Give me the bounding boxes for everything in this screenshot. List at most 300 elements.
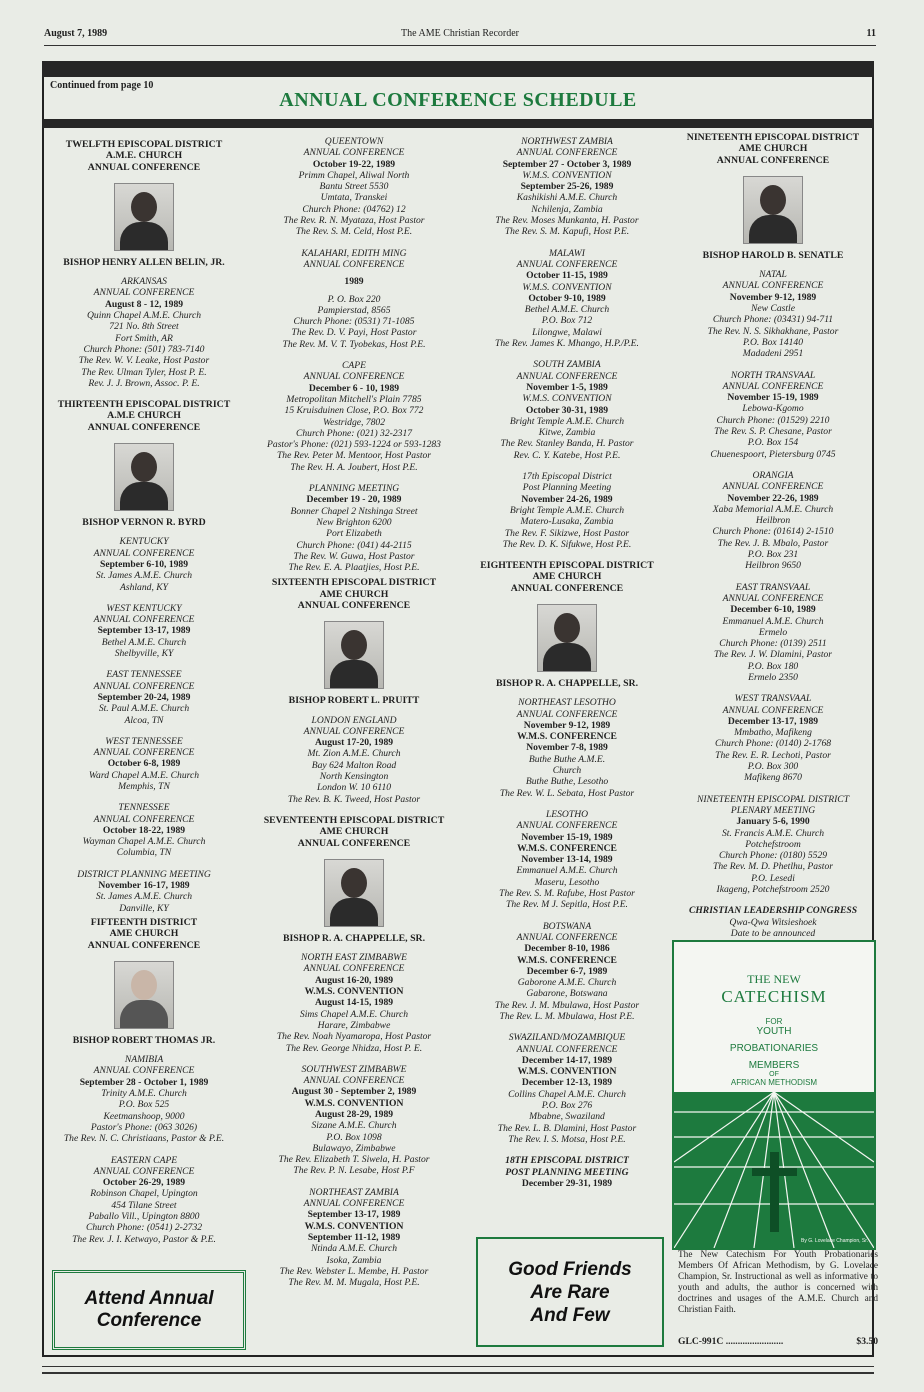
conf-line: Church Phone: (021) 32-2317 — [295, 427, 413, 439]
conf-line: Pastor's Phone: (021) 593-1224 or 593-1283 — [267, 439, 441, 451]
conf-line: LESOTHO — [545, 808, 589, 820]
good-friends-box — [476, 1237, 664, 1347]
conf-line: The Rev. W. V. Leake, Host Pastor — [78, 355, 210, 367]
conf-date: December 19 - 20, 1989 — [306, 494, 402, 506]
conf-line: Church Phone: (0139) 2511 — [719, 638, 827, 650]
conf-line: Bonner Chapel 2 Ntshinga Street — [290, 505, 418, 517]
conf-date: December 29-31, 1989 — [521, 1177, 613, 1189]
conf-line: Westridge, 7802 — [322, 416, 385, 428]
conf-line: P.O. Box 154 — [747, 437, 799, 449]
conf-line: Alcoa, TN — [124, 714, 164, 726]
conf-line: ANNUAL CONFERENCE — [722, 704, 824, 716]
conf-date: August 8 - 12, 1989 — [104, 298, 184, 310]
bishop-name: BISHOP R. A. CHAPPELLE, SR. — [495, 677, 639, 689]
column-2 — [252, 136, 456, 1298]
conf-line: WEST KENTUCKY — [106, 602, 182, 614]
bishop-name: BISHOP VERNON R. BYRD — [82, 517, 206, 529]
conf-line: ANNUAL CONFERENCE — [93, 1165, 195, 1177]
conference-block — [46, 736, 242, 792]
bishop-name: BISHOP ROBERT L. PRUITT — [288, 695, 420, 707]
district-line: A.M.E CHURCH — [107, 410, 181, 422]
conf-line: Heilbron 9650 — [745, 560, 801, 572]
conf-date: November 15-19, 1989 — [727, 392, 819, 404]
district-line: ANNUAL CONFERENCE — [716, 154, 830, 166]
attend-line: Conference — [96, 1310, 202, 1331]
conf-line: Buthe Buthe, Lesotho — [525, 776, 609, 788]
conf-line: The Rev. S. M. Kapufi, Host P.E. — [504, 226, 630, 238]
conf-line: The Rev. W. Guwa, Host Pastor — [293, 550, 415, 562]
conf-line: Metropolitan Mitchell's Plain 7785 — [286, 393, 422, 405]
conference-block — [46, 536, 242, 592]
district-line: THIRTEENTH EPISCOPAL DISTRICT — [57, 399, 231, 411]
conf-line: TENNESSEE — [118, 802, 170, 814]
conf-line: W.M.S. CONFERENCE — [517, 954, 617, 966]
conf-line: The Rev. Noah Nyamaropa, Host Pastor — [276, 1031, 432, 1043]
conf-line: Collins Chapel A.M.E. Church — [508, 1088, 626, 1100]
conf-line: The Rev. B. K. Tweed, Host Pastor — [287, 793, 421, 805]
conf-line: ANNUAL CONFERENCE — [516, 931, 618, 943]
conf-date: 1989 — [344, 276, 364, 288]
conf-line: Matero-Lusaka, Zambia — [520, 516, 614, 528]
conf-date: December 14-17, 1989 — [521, 1054, 613, 1066]
district-line: ANNUAL CONFERENCE — [87, 421, 201, 433]
conf-line: Emmanuel A.M.E. Church — [722, 615, 824, 627]
conf-line: P.O. Box 525 — [118, 1099, 170, 1111]
conf-line: The Rev. Moses Munkanta, H. Pastor — [495, 215, 639, 227]
conf-line: ANNUAL CONFERENCE — [722, 592, 824, 604]
conference-block — [468, 359, 666, 461]
conf-line: Fort Smith, AR — [115, 332, 173, 344]
conf-date: November 22-26, 1989 — [727, 492, 819, 504]
conf-line: Paballo Vill., Upington 8800 — [88, 1211, 200, 1222]
conf-line: The Rev. S. M. Celd, Host P.E. — [295, 226, 413, 238]
conf-date: August 28-29, 1989 — [314, 1109, 394, 1120]
conf-line: NAMIBIA — [124, 1054, 164, 1066]
conf-line: Xaba Memorial A.M.E. Church — [712, 503, 834, 515]
conf-line: Date to be announced — [730, 927, 816, 939]
conf-line: St. James A.M.E. Church — [95, 570, 193, 582]
conf-line: SOUTHWEST ZIMBABWE — [301, 1063, 407, 1075]
conf-date: September 13-17, 1989 — [97, 625, 191, 637]
conf-line: P.O. Box 180 — [747, 660, 799, 672]
conference-block — [468, 697, 666, 799]
conf-line: Church Phone: (0140) 2-1768 — [714, 738, 832, 750]
conf-line: North Kensington — [319, 771, 389, 783]
conf-date: October 19-22, 1989 — [312, 158, 396, 170]
conf-line: New Brighton 6200 — [316, 516, 392, 528]
conf-line: Church Phone: (501) 783-7140 — [83, 343, 205, 355]
continued-note: Continued from page 10 — [50, 80, 154, 91]
conf-line: Heilbron — [755, 515, 791, 527]
conf-line: ANNUAL CONFERENCE — [93, 1065, 195, 1077]
conf-line: Chuenespoort, Pietersburg 0745 — [710, 448, 836, 460]
conf-line: ANNUAL CONFERENCE — [303, 147, 405, 159]
book-line: CATECHISM — [721, 987, 827, 1006]
column-1 — [46, 136, 242, 1255]
conf-date: October 26-29, 1989 — [102, 1177, 186, 1189]
conf-line: St. Francis A.M.E. Church — [721, 827, 825, 839]
conf-line: Potchefstroom — [745, 838, 801, 850]
conf-line: Post Planning Meeting — [522, 482, 612, 494]
district-line: AME CHURCH — [319, 588, 389, 600]
conf-line: New Castle — [751, 303, 795, 315]
book-line: AFRICAN METHODISM — [730, 1078, 818, 1087]
conf-date: August 17-20, 1989 — [314, 737, 394, 749]
conf-line: Gaborone A.M.E. Church — [517, 977, 617, 989]
conference-block — [468, 921, 666, 1023]
district-heading — [468, 560, 666, 594]
conference-block — [46, 869, 242, 914]
conf-line: Mt. Zion A.M.E. Church — [307, 748, 401, 760]
conf-line: ANNUAL CONFERENCE — [722, 380, 824, 392]
page-title: ANNUAL CONFERENCE SCHEDULE — [279, 89, 637, 111]
conf-line: NORTH TRANSVAAL — [730, 369, 816, 381]
conf-line: ANNUAL CONFERENCE — [303, 258, 405, 270]
conf-line: The Rev. F. Sikizwe, Host Pastor — [504, 527, 630, 539]
conf-line: Ntinda A.M.E. Church — [310, 1243, 398, 1255]
conf-line: Church Phone: (0541) 2-2732 — [85, 1222, 203, 1234]
district-line: A.M.E. CHURCH — [105, 150, 183, 162]
district-line: TWELFTH EPISCOPAL DISTRICT — [65, 139, 223, 150]
conf-line: Lebowa-Kgomo — [742, 403, 804, 415]
conf-line: Bright Temple A.M.E. Church — [509, 504, 625, 516]
conf-line: ANNUAL CONFERENCE — [303, 725, 405, 737]
conference-block — [674, 370, 872, 460]
conference-block — [46, 276, 242, 389]
conf-line: The Rev. Ulman Tyler, Host P. E. — [81, 366, 207, 378]
conf-line: The Rev. J. W. Dlamini, Pastor — [713, 649, 833, 661]
conf-line: The Rev. J. M. Mbulawa, Host Pastor — [494, 999, 640, 1011]
conf-line: Keetmanshoop, 9000 — [103, 1110, 185, 1122]
conf-line: The Rev. M J. Sepitla, Host P.E. — [506, 899, 628, 911]
attend-conference-box — [52, 1270, 246, 1350]
conf-line: P.O. Box 276 — [541, 1100, 593, 1112]
conf-date: November 16-17, 1989 — [98, 880, 190, 892]
conf-line: W.M.S. CONVENTION — [304, 1097, 404, 1109]
conf-line: St. James A.M.E. Church — [95, 891, 193, 903]
conf-line: EASTERN CAPE — [110, 1154, 178, 1166]
conf-line: St. Paul A.M.E. Church — [98, 703, 190, 715]
conf-line: The Rev. J. I. Ketwayo, Pastor & P.E. — [72, 1233, 216, 1245]
conf-line: The Rev. L. M. Mbulawa, Host P.E. — [499, 1011, 635, 1022]
header-page-number: 11 — [866, 28, 876, 39]
conf-line: Church Phone: (04762) 12 — [302, 203, 406, 215]
book-code: GLC-991C ........................ — [678, 1336, 784, 1347]
conf-line: SOUTH ZAMBIA — [533, 359, 601, 371]
friends-line: Good Friends — [508, 1258, 632, 1280]
district-heading — [46, 399, 242, 433]
conf-line: Mbabne, Swaziland — [529, 1111, 605, 1123]
conf-line: The Rev. M. D. Phetlhu, Pastor — [713, 861, 833, 873]
header-rule — [44, 45, 876, 46]
conf-line: The Rev. H. A. Joubert, Host P.E. — [290, 461, 418, 473]
conf-line: The Rev. M. V. T. Tyobekas, Host P.E. — [282, 338, 426, 350]
district-line: SIXTEENTH EPISCOPAL DISTRICT — [271, 577, 437, 589]
conf-line: Buthe Buthe A.M.E. — [528, 753, 606, 765]
conf-line: SWAZILAND/MOZAMBIQUE — [508, 1032, 626, 1044]
conference-block — [252, 483, 456, 573]
conf-date: January 5-6, 1990 — [736, 816, 810, 828]
conf-date: December 12-13, 1989 — [521, 1077, 613, 1089]
conf-line: ANNUAL CONFERENCE — [303, 963, 405, 975]
bishop-name: BISHOP HAROLD B. SENATLE — [702, 249, 844, 261]
conf-date: December 8-10, 1986 — [524, 943, 610, 955]
conf-line: The Rev. Stanley Banda, H. Pastor — [500, 438, 634, 450]
bishop-photo — [324, 621, 384, 689]
conf-line: Church Phone: (0180) 5529 — [718, 850, 828, 862]
conf-date: October 18-22, 1989 — [102, 824, 186, 836]
bishop-name: BISHOP ROBERT THOMAS JR. — [72, 1034, 216, 1046]
conf-line: W.M.S. CONFERENCE — [517, 731, 617, 743]
conf-line: ANNUAL CONFERENCE — [516, 258, 618, 270]
conf-line: NORTHWEST ZAMBIA — [521, 136, 613, 147]
conf-date: September 11-12, 1989 — [307, 1231, 401, 1243]
conf-line: Ermelo 2350 — [748, 671, 798, 683]
conf-line: Wayman Chapel A.M.E. Church — [82, 836, 206, 848]
book-line: OF — [769, 1071, 779, 1078]
conf-line: Church — [552, 765, 582, 777]
conf-line: Madadeni 2951 — [742, 348, 804, 360]
conf-line: Ward Chapel A.M.E. Church — [88, 769, 200, 781]
conf-line: WEST TRANSVAAL — [734, 693, 812, 705]
conf-line: P.O. Box 231 — [747, 549, 799, 561]
conf-date: August 30 - September 2, 1989 — [291, 1086, 417, 1098]
conf-line: The Rev. W. L. Sebata, Host Pastor — [499, 787, 635, 799]
conference-block — [674, 905, 872, 939]
conf-line: Kashikishi A.M.E. Church — [516, 192, 618, 204]
conf-line: Bethel A.M.E. Church — [101, 636, 187, 648]
book-order-line — [678, 1336, 878, 1347]
bishop-photo — [114, 961, 174, 1029]
column-4 — [674, 132, 872, 949]
conf-date: November 7-8, 1989 — [526, 742, 608, 754]
conf-line: Danville, KY — [119, 902, 169, 914]
conf-line: Bethel A.M.E. Church — [524, 304, 610, 316]
district-line: NINETEENTH EPISCOPAL DISTRICT — [686, 132, 860, 143]
conf-line: ANNUAL CONFERENCE — [722, 481, 824, 493]
conf-line: Church Phone: (01614) 2-1510 — [712, 526, 834, 538]
conf-line: London W. 10 6110 — [316, 782, 392, 794]
conference-block — [46, 603, 242, 659]
title-rule — [42, 119, 874, 128]
conf-line: ANNUAL CONFERENCE — [93, 680, 195, 692]
conf-line: Church Phone: (03431) 94-711 — [712, 314, 834, 326]
conf-line: Nchilenja, Zambia — [531, 203, 603, 215]
conf-line: Columbia, TN — [116, 847, 172, 859]
conf-line: ANNUAL CONFERENCE — [722, 280, 824, 292]
conf-line: EAST TRANSVAAL — [735, 581, 811, 593]
conf-line: NORTHEAST LESOTHO — [518, 697, 616, 709]
conf-line: The Rev. George Nhidza, Host P. E. — [285, 1042, 423, 1054]
conf-date: September 25-26, 1989 — [520, 181, 614, 193]
conf-line: NINETEENTH EPISCOPAL DISTRICT — [696, 793, 850, 805]
conf-line: PLANNING MEETING — [308, 483, 400, 495]
conf-line: LONDON ENGLAND — [311, 714, 397, 726]
conf-line: Bright Temple A.M.E. Church — [509, 415, 625, 427]
conf-date: October 30-31, 1989 — [525, 404, 609, 416]
bishop-name: BISHOP HENRY ALLEN BELIN, JR. — [63, 256, 225, 268]
conf-line: Church Phone: (0531) 71-1085 — [293, 316, 415, 328]
conference-block — [46, 669, 242, 725]
conference-block — [674, 269, 872, 359]
conf-line: W.M.S. CONVENTION — [522, 281, 612, 293]
conf-line: Maseru, Lesotho — [534, 876, 600, 888]
conf-line: Robinson Chapel, Upington — [90, 1188, 198, 1200]
conf-date: August 14-15, 1989 — [314, 997, 394, 1009]
district-line: ANNUAL CONFERENCE — [510, 582, 624, 594]
conf-line: W.M.S. CONVENTION — [517, 1066, 617, 1078]
conf-line: ANNUAL CONFERENCE — [303, 1198, 405, 1210]
conf-line: ANNUAL CONFERENCE — [93, 287, 195, 299]
district-line: EIGHTEENTH EPISCOPAL DISTRICT — [480, 560, 654, 572]
footer-rule — [42, 1366, 874, 1367]
conference-block — [252, 248, 456, 350]
conference-block — [468, 471, 666, 550]
conf-date: November 24-26, 1989 — [521, 493, 613, 505]
conf-line: The Rev. Elizabeth T. Siwela, H. Pastor — [278, 1154, 430, 1166]
district-heading — [46, 917, 242, 951]
conf-line: The Rev. L. B. Dlamini, Host Pastor — [497, 1122, 637, 1134]
conf-date: November 13-14, 1989 — [521, 854, 613, 866]
bishop-photo — [743, 176, 803, 244]
conf-line: Lilongwe, Malawi — [532, 326, 602, 338]
conf-line: Shelbyville, KY — [114, 648, 174, 660]
conf-line: NORTH EAST ZIMBABWE — [301, 952, 407, 964]
frame-top-bar — [42, 61, 874, 77]
conference-block — [252, 360, 456, 473]
header-date: August 7, 1989 — [44, 28, 108, 39]
conf-line: 17th Episcopal District — [522, 471, 612, 483]
district-line: ANNUAL CONFERENCE — [297, 599, 411, 611]
bishop-photo — [114, 443, 174, 511]
conf-line: ORANGIA — [752, 469, 794, 481]
conf-line: QUEENTOWN — [324, 136, 384, 147]
book-line: FOR — [765, 1017, 783, 1026]
district-heading — [46, 139, 242, 173]
attend-line: Attend Annual — [84, 1288, 214, 1309]
conf-line: PLENARY MEETING — [730, 804, 816, 816]
conf-line: Trinity A.M.E. Church — [101, 1088, 187, 1100]
conf-line: WEST TENNESSEE — [105, 735, 183, 747]
bishop-name: BISHOP R. A. CHAPPELLE, SR. — [282, 932, 426, 944]
conf-line: The Rev. S. M. Rafube, Host Pastor — [499, 888, 635, 900]
conf-line: W.M.S. CONVENTION — [304, 986, 404, 998]
book-line: PROBATIONARIES — [729, 1043, 819, 1054]
conf-line: EAST TENNESSEE — [106, 669, 182, 681]
conf-line: ANNUAL CONFERENCE — [93, 747, 195, 759]
conf-line: Rev. J. J. Brown, Assoc. P. E. — [88, 377, 200, 389]
district-line: AME CHURCH — [319, 826, 389, 838]
conf-line: The Rev. E. R. Lechoti, Pastor — [715, 749, 831, 761]
header-publication: The AME Christian Recorder — [400, 28, 520, 39]
conf-line: 454 Tilane Street — [111, 1199, 177, 1211]
district-heading — [674, 132, 872, 166]
conf-line: POST PLANNING MEETING — [505, 1166, 629, 1178]
conference-block — [468, 1155, 666, 1189]
conf-line: Harare, Zimbabwe — [317, 1019, 391, 1031]
conf-date: December 6-7, 1989 — [526, 965, 608, 977]
conf-line: Rev. C. Y. Katebe, Host P.E. — [513, 449, 621, 461]
conf-date: October 9-10, 1989 — [528, 292, 606, 304]
conference-block — [252, 952, 456, 1054]
conf-line: ANNUAL CONFERENCE — [93, 547, 195, 559]
conf-line: The Rev. Peter M. Mentoor, Host Pastor — [276, 450, 432, 462]
conf-line: ANNUAL CONFERENCE — [516, 147, 618, 159]
conf-line: Mmbatho, Mafikeng — [734, 727, 812, 739]
conf-line: 721 No. 8th Street — [109, 321, 179, 333]
conf-line: Ermelo — [758, 626, 788, 638]
district-heading — [252, 815, 456, 849]
book-price: $3.50 — [856, 1336, 878, 1347]
conference-block — [674, 693, 872, 783]
conf-line: ANNUAL CONFERENCE — [303, 371, 405, 383]
book-line: THE NEW — [747, 972, 801, 986]
conf-line: Sizane A.M.E. Church — [311, 1120, 397, 1132]
column-3 — [468, 136, 666, 1199]
conf-line: CHRISTIAN LEADERSHIP CONGRESS — [688, 905, 858, 917]
conf-line: Church Phone: (01529) 2210 — [716, 414, 830, 426]
friends-line: And Few — [530, 1304, 610, 1326]
district-line: AME CHURCH — [532, 571, 602, 583]
conference-block — [252, 136, 456, 238]
conf-line: Quinn Chapel A.M.E. Church — [86, 310, 202, 322]
conf-line: Bantu Street 5530 — [319, 181, 389, 193]
conf-line: BOTSWANA — [542, 920, 592, 932]
conf-line: P.O. Box 1098 — [326, 1131, 382, 1143]
conf-line: P.O. Box 300 — [747, 761, 799, 773]
conf-date: October 11-15, 1989 — [526, 270, 608, 282]
conf-date: September 20-24, 1989 — [97, 691, 191, 703]
conf-line: P.O. Box 712 — [541, 315, 593, 327]
book-line: MEMBERS — [748, 1060, 800, 1071]
bishop-photo — [537, 604, 597, 672]
conf-line: Pastor's Phone: (063 3026) — [90, 1121, 198, 1133]
conf-line: W.M.S. CONVENTION — [522, 393, 612, 405]
conf-line: ANNUAL CONFERENCE — [303, 1075, 405, 1087]
conf-line: ANNUAL CONFERENCE — [516, 370, 618, 382]
conf-date: August 16-20, 1989 — [314, 974, 394, 986]
conf-line: ARKANSAS — [121, 276, 167, 288]
conf-line: The Rev. N. S. Sikhakhane, Pastor — [707, 325, 839, 337]
conference-block — [468, 136, 666, 238]
conf-line: Memphis, TN — [118, 780, 170, 792]
conf-date: September 6-10, 1989 — [99, 558, 189, 570]
conference-block — [468, 809, 666, 911]
conf-line: The Rev. I. S. Motsa, Host P.E. — [508, 1133, 626, 1145]
page-header — [44, 28, 876, 42]
conf-line: NATAL — [759, 269, 787, 281]
conference-block — [674, 470, 872, 572]
conf-line: W.M.S. CONVENTION — [304, 1220, 404, 1232]
conf-line: Isoka, Zambia — [326, 1254, 382, 1266]
conf-line: Primm Chapel, Aliwal North — [298, 169, 410, 181]
district-line: FIFTEENTH DISTRICT — [90, 916, 198, 928]
conf-line: The Rev. J. B. Mbalo, Pastor — [717, 537, 829, 549]
conf-line: CAPE — [342, 360, 366, 372]
conf-line: P.O. Box 14140 — [742, 336, 804, 348]
district-line: AME CHURCH — [109, 928, 179, 940]
conference-block — [252, 1064, 456, 1177]
conference-block — [252, 715, 456, 805]
conference-block — [46, 1155, 242, 1245]
conf-line: The Rev. R. N. Myataza, Host Pastor — [283, 215, 425, 227]
conf-date: November 9-12, 1989 — [729, 291, 817, 303]
district-line: AME CHURCH — [738, 143, 808, 155]
conf-line: Sims Chapel A.M.E. Church — [299, 1008, 409, 1020]
conference-block — [46, 802, 242, 858]
book-cover-text — [674, 972, 874, 1087]
conf-date: November 9-12, 1989 — [523, 719, 611, 731]
